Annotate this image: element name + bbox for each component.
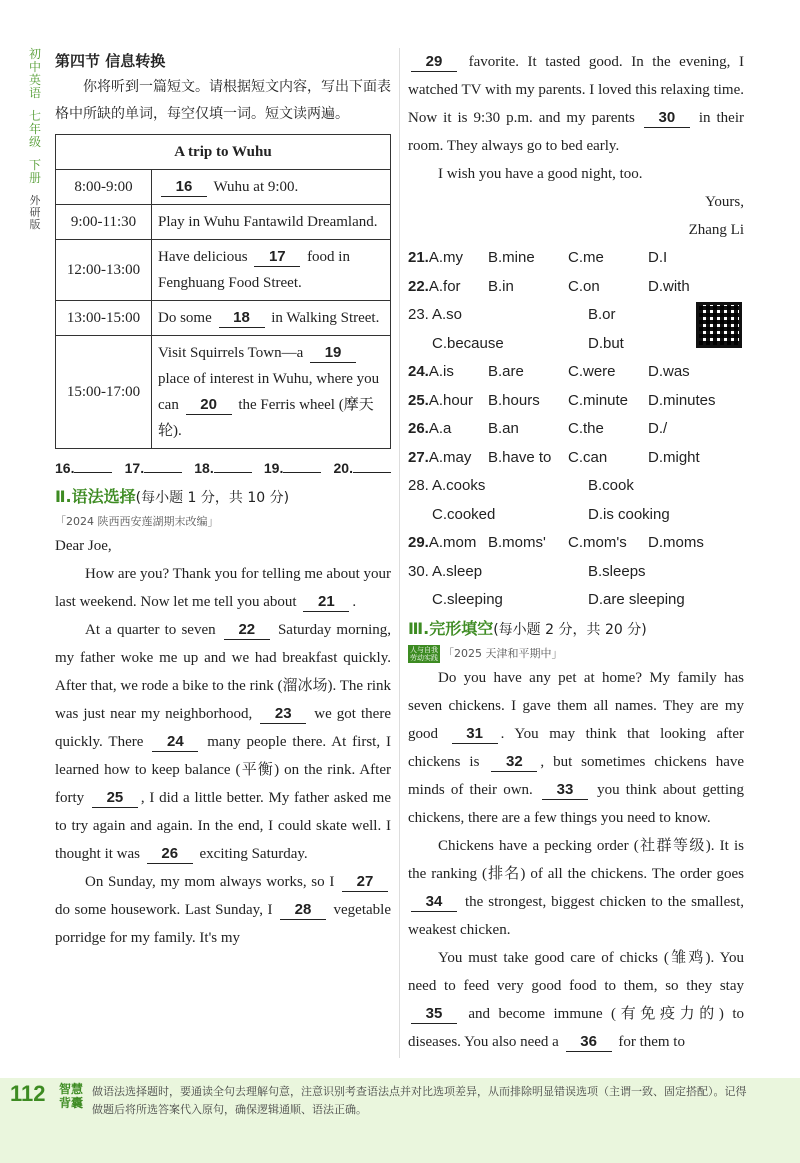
section2-heading: Ⅱ.语法选择(每小题 1 分，共 10 分) [55,487,290,506]
answer-19[interactable] [283,459,321,473]
blank-21[interactable]: 21 [303,593,349,612]
left-column [55,48,391,952]
cloze-paragraph: You must take good care of chicks (雏鸡). You need to feed very good food to them, so they stay 35 and become immune (有免疫力的) to diseases. You also need a 36 for them to [408,949,744,1050]
blank-19[interactable]: 19 [310,344,356,363]
blank-20[interactable]: 20 [186,396,232,415]
option-row-25: 25.A.hour B.hours C.minute D.minutes [408,391,716,409]
answer-line: 16. 17. 18. 19. 20. [55,459,391,483]
trip-table [55,134,391,449]
blank-24[interactable]: 24 [152,733,198,752]
blank-30[interactable]: 30 [644,109,690,128]
blank-31[interactable]: 31 [452,725,498,744]
blank-17[interactable]: 17 [254,248,300,267]
right-column [408,48,744,1056]
letter-paragraph-cont: 29 favorite. It tasted good. In the evening, I watched TV with my parents. I loved this relaxing time. Now it is 9:30 p.m. and my parents 30 in their room. They always go to bed early. [408,53,745,154]
tip-text: 做语法选择题时，要通读全句去理解句意，注意识别考查语法点并对比选项差异，从而排除明显错误选项（主谓一致、固定搭配）。记得做题后将所选答案代入原句，确保逻辑通顺、语法正确。 [92,1085,747,1116]
option-row-24: 24.A.is B.are C.were D.was [408,363,690,380]
table-row: 8:00-9:00 16 Wuhu at 9:00. [56,170,391,205]
option-row-26: 26.A.a B.an C.the D./ [408,420,668,437]
blank-32[interactable]: 32 [491,753,537,772]
letter-signature: Zhang Li [688,222,744,238]
options-block [408,244,744,615]
table-title: A trip to Wuhu [56,135,391,170]
blank-27[interactable]: 27 [342,873,388,892]
cloze-paragraph: Chickens have a pecking order (社群等级). It is the ranking (排名) of all the chickens. The order goes 34 the strongest, biggest chicken to the smallest, weakest chicken. [408,837,744,938]
blank-36[interactable]: 36 [566,1033,612,1052]
column-divider [399,48,400,1058]
letter-wish: I wish you have a good night, too. [438,166,643,182]
answer-17[interactable] [144,459,182,473]
letter-paragraph: At a quarter to seven 22 Saturday morning, my father woke me up and we had breakfast quickly. After that, we rode a bike to the rink (溜冰场). The rink was just near my neighborhood, 23 we got there quickly. There 24 many people there. At first, I learned how to keep balance (平衡) on the rink. After forty 25 , I did a little better. My father asked me to try again and again. In the end, I could skate well. I thought it was 26 exciting Saturday. [55,621,392,862]
page-number: 112 [10,1081,46,1106]
blank-18[interactable]: 18 [219,309,265,328]
option-row-30: 30. A.sleep B.sleeps C.sleeping D.are sleeping [408,562,685,608]
blank-22[interactable]: 22 [224,621,270,640]
blank-16[interactable]: 16 [161,178,207,197]
option-row-27: 27.A.may B.have to C.can D.might [408,448,700,466]
side-label: 初 中 英 语 七 年 级 下 册 外 研 版 [28,47,41,231]
blank-33[interactable]: 33 [542,781,588,800]
answer-16[interactable] [74,459,112,473]
option-row-22: 22.A.for B.in C.on D.with [408,277,690,295]
blank-34[interactable]: 34 [411,893,457,912]
letter-greeting: Dear Joe, [55,538,112,554]
table-row: 12:00-13:00 Have delicious 17 food in Fenghuang Food Street. [56,240,391,301]
blank-23[interactable]: 23 [260,705,306,724]
qr-code-icon[interactable] [696,302,742,348]
option-row-21: 21.A.my B.mine C.me D.I [408,249,668,266]
topic-badge: 人与自我 劳动实践 [410,645,438,662]
answer-18[interactable] [214,459,252,473]
blank-28[interactable]: 28 [280,901,326,920]
tip-badge: 智慧背囊 [58,1082,83,1110]
blank-29[interactable]: 29 [411,53,457,72]
table-row: 15:00-17:00 Visit Squirrels Town—a 19 place of interest in Wuhu, where you can 20 the Ferris wheel (摩天轮). [56,336,391,449]
cloze-paragraph: Do you have any pet at home? My family has seven chickens. I gave them all names. They are my good 31 . You may think that looking after chickens is 32 , but sometimes chickens have minds of their own. 33 you think about getting chickens, there are a few things you need to know. [408,669,745,826]
letter-paragraph: On Sunday, my mom always works, so I 27 do some housework. Last Sunday, I 28 vegetable porridge for my family. It's my [55,873,391,946]
section4-title: 第四节 信息转换 [55,52,166,70]
table-row: 9:00-11:30 Play in Wuhu Fantawild Dreamland. [56,205,391,240]
option-row-28: 28. A.cooks B.cook C.cooked D.is cooking [408,477,670,523]
section4-instruction: 你将听到一篇短文。请根据短文内容，写出下面表格中所缺的单词，每空仅填一词。短文读两遍。 [55,79,391,122]
option-row-23: 23. A.so B.or C.because D.but [408,306,624,352]
option-row-29: 29.A.mom B.moms' C.mom's D.moms [408,534,704,551]
section3-source: 人与自我 劳动实践 「2025 天津和平期中」 [410,645,563,662]
blank-26[interactable]: 26 [147,845,193,864]
table-row: 13:00-15:00 Do some 18 in Walking Street. [56,301,391,336]
letter-closing: Yours, [705,194,744,210]
section3-heading: Ⅲ.完形填空(每小题 2 分，共 20 分) [408,618,647,638]
section2-source: 「2024 陕西西安莲湖期末改编」 [55,515,219,528]
answer-20[interactable] [353,459,391,473]
letter-paragraph: How are you? Thank you for telling me about your last weekend. Now let me tell you about 21 . [55,566,391,610]
blank-25[interactable]: 25 [92,789,138,808]
blank-35[interactable]: 35 [411,1005,457,1024]
